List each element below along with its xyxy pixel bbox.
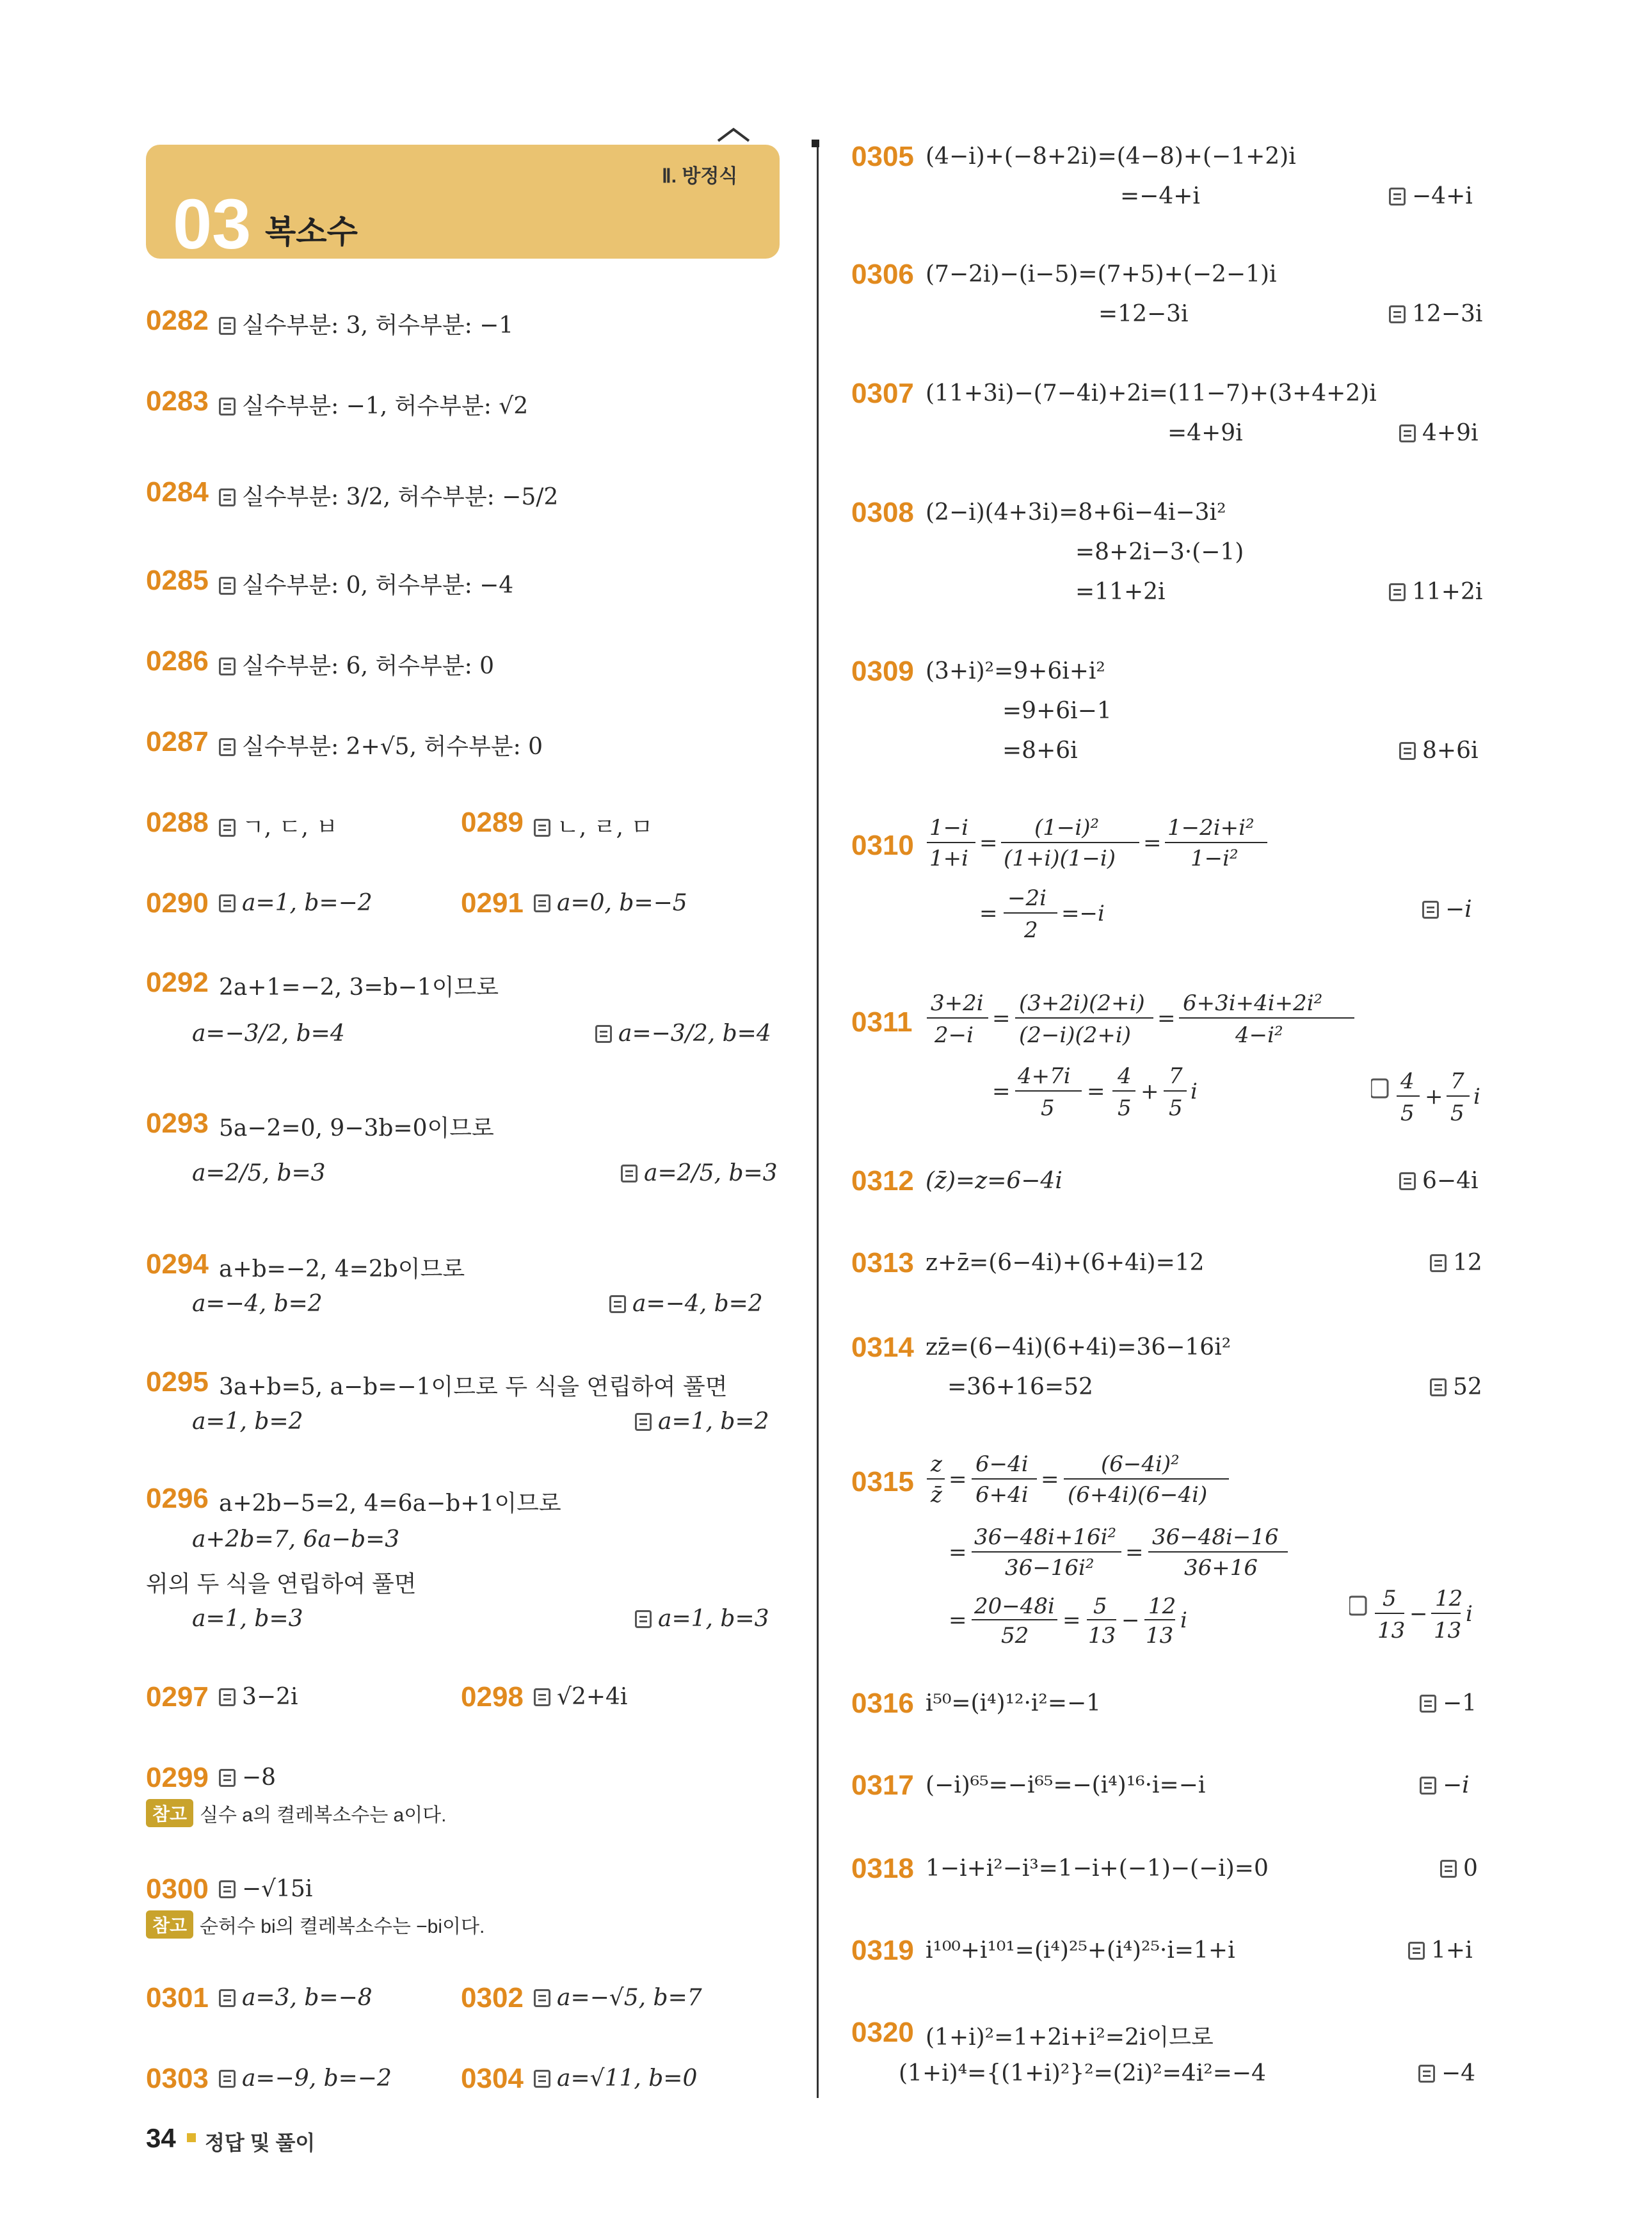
chapter-title: 복소수 — [265, 214, 358, 250]
answer-icon — [1349, 1597, 1366, 1615]
problem-number: 0305 — [851, 141, 914, 172]
problem-number: 0293 — [146, 1108, 209, 1139]
reference-text: 실수 a의 켤레복소수는 a이다. — [200, 1805, 447, 1826]
frac-num: 4 — [1400, 1069, 1415, 1094]
svg-text:−: − — [1409, 1601, 1428, 1627]
answer-icon — [1389, 188, 1406, 206]
answer-text: a=0, b=−5 — [534, 890, 687, 916]
svg-text:=: = — [1143, 830, 1162, 856]
frac-den: 1−i² — [1191, 846, 1239, 871]
answer-text: √2+4i — [534, 1684, 627, 1710]
svg-text:+: + — [1425, 1084, 1443, 1109]
chapter-number: 03 — [173, 185, 252, 264]
answer-icon — [534, 819, 550, 837]
problem-number: 0285 — [146, 565, 209, 596]
answer-text: a=1, b=3 — [635, 1606, 769, 1632]
svg-text:i: i — [1180, 1608, 1187, 1633]
frac-den: 13 — [1434, 1618, 1462, 1643]
solution-line: =36+16=52 — [947, 1374, 1093, 1400]
svg-text:i: i — [1473, 1084, 1480, 1109]
svg-text:=: = — [979, 901, 998, 926]
answer-text: 11+2i — [1389, 579, 1482, 605]
frac-den: 13 — [1088, 1623, 1116, 1647]
answer-text: 8+6i — [1399, 738, 1479, 764]
svg-text:=: = — [992, 1079, 1011, 1104]
frac-den: 2−i — [934, 1022, 974, 1048]
frac-num: (1−i)² — [1034, 815, 1100, 841]
frac-num: 36−48i+16i² — [974, 1524, 1117, 1550]
svg-text:=: = — [1125, 1540, 1144, 1565]
answer-text: 6−4i — [1399, 1168, 1479, 1194]
problem-number: 0297 — [146, 1681, 209, 1713]
frac-num: 5 — [1093, 1594, 1107, 1619]
answer-icon — [219, 1688, 236, 1706]
frac-den: 13 — [1377, 1618, 1406, 1643]
solution-line: 위의 두 식을 연립하여 풀면 — [146, 1570, 417, 1597]
answer-icon — [219, 2070, 236, 2088]
problem-number: 0289 — [461, 807, 524, 838]
equation-0315 — [922, 1448, 1319, 1647]
problem-number: 0317 — [851, 1770, 914, 1801]
svg-text:=: = — [992, 1006, 1011, 1031]
frac-den: 5 — [1118, 1095, 1132, 1121]
solution-line: (1+i)⁴={(1+i)²}²=(2i)²=4i²=−4 — [899, 2060, 1266, 2086]
problem-number: 0294 — [146, 1248, 209, 1280]
frac-num: 12 — [1435, 1586, 1463, 1611]
svg-text:=: = — [1063, 1608, 1081, 1633]
page-number: 34 — [146, 2123, 176, 2153]
frac-den: (2−i)(2+i) — [1019, 1022, 1132, 1048]
problem-number: 0301 — [146, 1982, 209, 2013]
solution-line: (2−i)(4+3i)=8+6i−4i−3i² — [926, 499, 1226, 526]
frac-den: 5 — [1041, 1095, 1055, 1121]
frac-den: (6+4i)(6−4i) — [1068, 1482, 1208, 1508]
solution-line: (4−i)+(−8+2i)=(4−8)+(−1+2)i — [926, 143, 1296, 170]
answer-text: ㄱ, ㄷ, ㅂ — [219, 809, 338, 842]
solution-line: 5a−2=0, 9−3b=0이므로 — [219, 1115, 494, 1142]
solution-line: =9+6i−1 — [1002, 698, 1112, 724]
problem-number: 0288 — [146, 807, 209, 838]
answer-icon — [1430, 1378, 1447, 1396]
answer-text: 3−2i — [219, 1684, 298, 1710]
answer-icon — [219, 1989, 236, 2007]
reference-badge: 참고 — [146, 1799, 193, 1827]
frac-den: 1+i — [929, 846, 968, 871]
frac-den: 5 — [1450, 1101, 1464, 1126]
reference-text: 순허수 bi의 켤레복소수는 −bi이다. — [200, 1916, 485, 1937]
svg-text:=: = — [1157, 1006, 1176, 1031]
problem-number: 0308 — [851, 497, 914, 528]
answer-text: a=1, b=2 — [635, 1408, 769, 1435]
frac-num: 12 — [1148, 1594, 1176, 1619]
problem-number: 0300 — [146, 1873, 209, 1905]
problem-number: 0299 — [146, 1762, 209, 1793]
answer-icon — [1399, 742, 1416, 760]
answer-text: −4+i — [1389, 183, 1473, 209]
frac-num: 5 — [1383, 1586, 1397, 1611]
solution-line: a=2/5, b=3 — [192, 1160, 326, 1186]
answer-fraction — [1371, 1065, 1493, 1129]
answer-icon — [219, 488, 236, 506]
svg-text:−: − — [1121, 1608, 1140, 1633]
answer-text: a=−4, b=2 — [609, 1291, 763, 1317]
solution-line: zz̄=(6−4i)(6+4i)=36−16i² — [926, 1334, 1231, 1360]
frac-num: 20−48i — [974, 1594, 1055, 1619]
frac-num: 1−i — [929, 815, 968, 841]
solution-line: (−i)⁶⁵=−i⁶⁵=−(i⁴)¹⁶·i=−i — [926, 1772, 1206, 1798]
svg-text:=: = — [949, 1540, 967, 1565]
answer-text: a=√11, b=0 — [534, 2065, 697, 2092]
problem-number: 0292 — [146, 967, 209, 998]
problem-number: 0304 — [461, 2063, 524, 2094]
answer-icon — [1418, 2065, 1435, 2083]
answer-icon — [219, 658, 236, 675]
answer-icon — [621, 1165, 638, 1182]
solution-line: (3+i)²=9+6i+i² — [926, 658, 1105, 684]
problem-number: 0283 — [146, 385, 209, 417]
answer-text: −i — [1422, 896, 1472, 923]
answer-text: a=−9, b=−2 — [219, 2065, 392, 2092]
frac-num: 7 — [1169, 1063, 1183, 1089]
answer-icon — [1389, 583, 1406, 601]
answer-text: a=−3/2, b=4 — [595, 1021, 771, 1047]
answer-text: 12 — [1430, 1250, 1482, 1276]
answer-icon — [219, 819, 236, 837]
problem-number: 0307 — [851, 378, 914, 409]
problem-number: 0315 — [851, 1466, 914, 1497]
solution-line: (7−2i)−(i−5)=(7+5)+(−2−1)i — [926, 261, 1277, 287]
answer-text: a=−√5, b=7 — [534, 1985, 702, 2011]
solution-line: z+z̄=(6−4i)+(6+4i)=12 — [926, 1250, 1205, 1276]
answer-icon — [219, 577, 236, 595]
solution-line: =11+2i — [1075, 579, 1166, 605]
solution-line: a=−4, b=2 — [192, 1291, 323, 1317]
answer-icon — [219, 738, 236, 756]
solution-line: =8+6i — [1002, 738, 1078, 764]
solution-line: 2a+1=−2, 3=b−1이므로 — [219, 974, 499, 1001]
solution-line: =4+9i — [1167, 420, 1243, 446]
answer-icon — [219, 1769, 236, 1787]
problem-number: 0316 — [851, 1688, 914, 1719]
answer-text: 실수부분: 6, 허수부분: 0 — [219, 648, 494, 681]
problem-number: 0309 — [851, 656, 914, 687]
answer-icon — [219, 398, 236, 416]
answer-icon — [534, 894, 550, 912]
answer-icon — [219, 317, 236, 335]
solution-line: i¹⁰⁰+i¹⁰¹=(i⁴)²⁵+(i⁴)²⁵·i=1+i — [926, 1937, 1235, 1964]
svg-text:=: = — [949, 1467, 967, 1492]
frac-den: 36+16 — [1184, 1555, 1258, 1581]
frac-num: 4+7i — [1018, 1063, 1071, 1089]
answer-icon — [534, 1688, 550, 1706]
answer-icon — [1430, 1254, 1447, 1272]
solution-line: a+b=−2, 4=2b이므로 — [219, 1256, 465, 1282]
problem-number: 0298 — [461, 1681, 524, 1713]
frac-den: 2 — [1024, 917, 1038, 943]
frac-den: (1+i)(1−i) — [1004, 846, 1116, 871]
solution-line: =−4+i — [1120, 183, 1200, 209]
answer-text: 실수부분: 2+√5, 허수부분: 0 — [219, 729, 543, 761]
answer-fraction — [1349, 1583, 1496, 1647]
frac-num: 6−4i — [975, 1451, 1029, 1477]
problem-number: 0284 — [146, 476, 209, 508]
svg-text:=: = — [1087, 1079, 1105, 1104]
problem-number: 0314 — [851, 1332, 914, 1363]
frac-den: 13 — [1146, 1623, 1174, 1647]
answer-text: 52 — [1430, 1374, 1482, 1400]
answer-text: 1+i — [1408, 1937, 1473, 1964]
frac-num: 4 — [1118, 1063, 1132, 1089]
answer-text: a=3, b=−8 — [219, 1985, 373, 2011]
solution-line: a=−3/2, b=4 — [192, 1021, 345, 1047]
solution-line: a=1, b=2 — [192, 1408, 303, 1435]
answer-text: 실수부분: 3/2, 허수부분: −5/2 — [219, 479, 558, 512]
answer-text: −1 — [1420, 1690, 1477, 1716]
frac-num: −2i — [1007, 885, 1047, 911]
answer-icon — [1408, 1942, 1425, 1960]
problem-number: 0286 — [146, 645, 209, 677]
svg-text:=: = — [949, 1608, 967, 1633]
solution-line: =12−3i — [1098, 301, 1189, 327]
answer-text: −8 — [219, 1764, 276, 1791]
answer-icon — [534, 1989, 550, 2007]
problem-number: 0282 — [146, 305, 209, 336]
answer-icon — [1440, 1860, 1457, 1878]
svg-text:+: + — [1141, 1079, 1159, 1104]
answer-icon — [219, 894, 236, 912]
divider-dot — [812, 140, 819, 147]
solution-line: a+2b=7, 6a−b=3 — [192, 1526, 400, 1553]
answer-icon — [635, 1413, 652, 1431]
answer-text: 실수부분: −1, 허수부분: √2 — [219, 388, 528, 421]
frac-den: 52 — [1001, 1623, 1029, 1647]
solution-line: (1+i)²=1+2i+i²=2i이므로 — [926, 2024, 1214, 2051]
answer-icon — [1399, 1172, 1416, 1190]
answer-icon — [1420, 1777, 1436, 1795]
answer-icon — [1422, 901, 1439, 919]
answer-icon — [534, 2070, 550, 2088]
chevron-up-icon — [716, 125, 751, 146]
reference-badge: 참고 — [146, 1910, 193, 1939]
column-divider — [817, 142, 819, 2098]
answer-text: −√15i — [219, 1876, 312, 1902]
problem-number: 0290 — [146, 887, 209, 919]
svg-text:i: i — [1191, 1079, 1198, 1104]
answer-text: 12−3i — [1389, 301, 1482, 327]
problem-number: 0291 — [461, 887, 524, 919]
answer-icon — [1399, 424, 1416, 442]
frac-den: z̄ — [931, 1482, 942, 1508]
frac-den: 4−i² — [1235, 1022, 1283, 1048]
solution-line: (11+3i)−(7−4i)+2i=(11−7)+(3+4+2)i — [926, 380, 1377, 407]
answer-icon — [1420, 1695, 1436, 1713]
frac-num: (3+2i)(2+i) — [1019, 990, 1145, 1016]
frac-den: 5 — [1400, 1101, 1415, 1126]
frac-num: (6−4i)² — [1101, 1451, 1180, 1477]
problem-number: 0320 — [851, 2017, 914, 2048]
svg-text:i: i — [1466, 1601, 1473, 1627]
problem-number: 0311 — [851, 1006, 913, 1038]
unit-label: Ⅱ. 방정식 — [662, 166, 738, 187]
answer-text: 실수부분: 3, 허수부분: −1 — [219, 307, 513, 340]
problem-number: 0306 — [851, 259, 914, 290]
frac-tail: =−i — [1061, 901, 1105, 926]
solution-line: a=1, b=3 — [192, 1606, 303, 1632]
answer-text: 4+9i — [1399, 420, 1479, 446]
footer-square-icon — [187, 2133, 196, 2142]
problem-number: 0313 — [851, 1247, 914, 1279]
frac-num: z — [931, 1451, 942, 1477]
answer-icon — [595, 1025, 612, 1043]
answer-icon — [1371, 1079, 1388, 1097]
svg-text:=: = — [979, 830, 998, 856]
answer-icon — [635, 1610, 652, 1628]
problem-number: 0319 — [851, 1935, 914, 1966]
problem-number: 0303 — [146, 2063, 209, 2094]
answer-text: a=1, b=−2 — [219, 890, 373, 916]
frac-den: 5 — [1169, 1095, 1183, 1121]
answer-text: −4 — [1418, 2060, 1475, 2086]
solution-line: a+2b−5=2, 4=6a−b+1이므로 — [219, 1490, 561, 1517]
answer-icon — [1389, 305, 1406, 323]
frac-num: 1−2i+i² — [1167, 815, 1255, 841]
svg-text:=: = — [1041, 1467, 1059, 1492]
problem-number: 0318 — [851, 1853, 914, 1884]
solution-line: 3a+b=5, a−b=−1이므로 두 식을 연립하여 풀면 — [219, 1374, 728, 1400]
problem-number: 0296 — [146, 1483, 209, 1514]
frac-den: 36−16i² — [1005, 1555, 1095, 1581]
frac-num: 36−48i−16 — [1152, 1524, 1279, 1550]
equation-0310 — [922, 812, 1293, 946]
answer-text: 0 — [1440, 1855, 1478, 1882]
solution-line: i⁵⁰=(i⁴)¹²·i²=−1 — [926, 1690, 1102, 1716]
problem-number: 0295 — [146, 1366, 209, 1398]
answer-icon — [219, 1880, 236, 1898]
problem-number: 0310 — [851, 830, 914, 861]
frac-num: 3+2i — [931, 990, 984, 1016]
solution-line: 1−i+i²−i³=1−i+(−1)−(−i)=0 — [926, 1855, 1269, 1882]
footer-label: 정답 및 풀이 — [205, 2131, 316, 2154]
problem-number: 0302 — [461, 1982, 524, 2013]
solution-line: (z̄)=z=6−4i — [926, 1168, 1063, 1194]
problem-number: 0312 — [851, 1165, 914, 1197]
solution-line: =8+2i−3·(−1) — [1075, 539, 1244, 565]
answer-text: −i — [1420, 1772, 1470, 1798]
equation-0311 — [922, 986, 1370, 1127]
answer-icon — [609, 1295, 626, 1313]
frac-num: 6+3i+4i+2i² — [1183, 990, 1323, 1016]
frac-den: 6+4i — [975, 1482, 1029, 1508]
problem-number: 0287 — [146, 726, 209, 757]
answer-text: ㄴ, ㄹ, ㅁ — [534, 809, 653, 842]
frac-num: 7 — [1450, 1069, 1464, 1094]
answer-text: 실수부분: 0, 허수부분: −4 — [219, 567, 513, 600]
answer-text: a=2/5, b=3 — [621, 1160, 778, 1186]
